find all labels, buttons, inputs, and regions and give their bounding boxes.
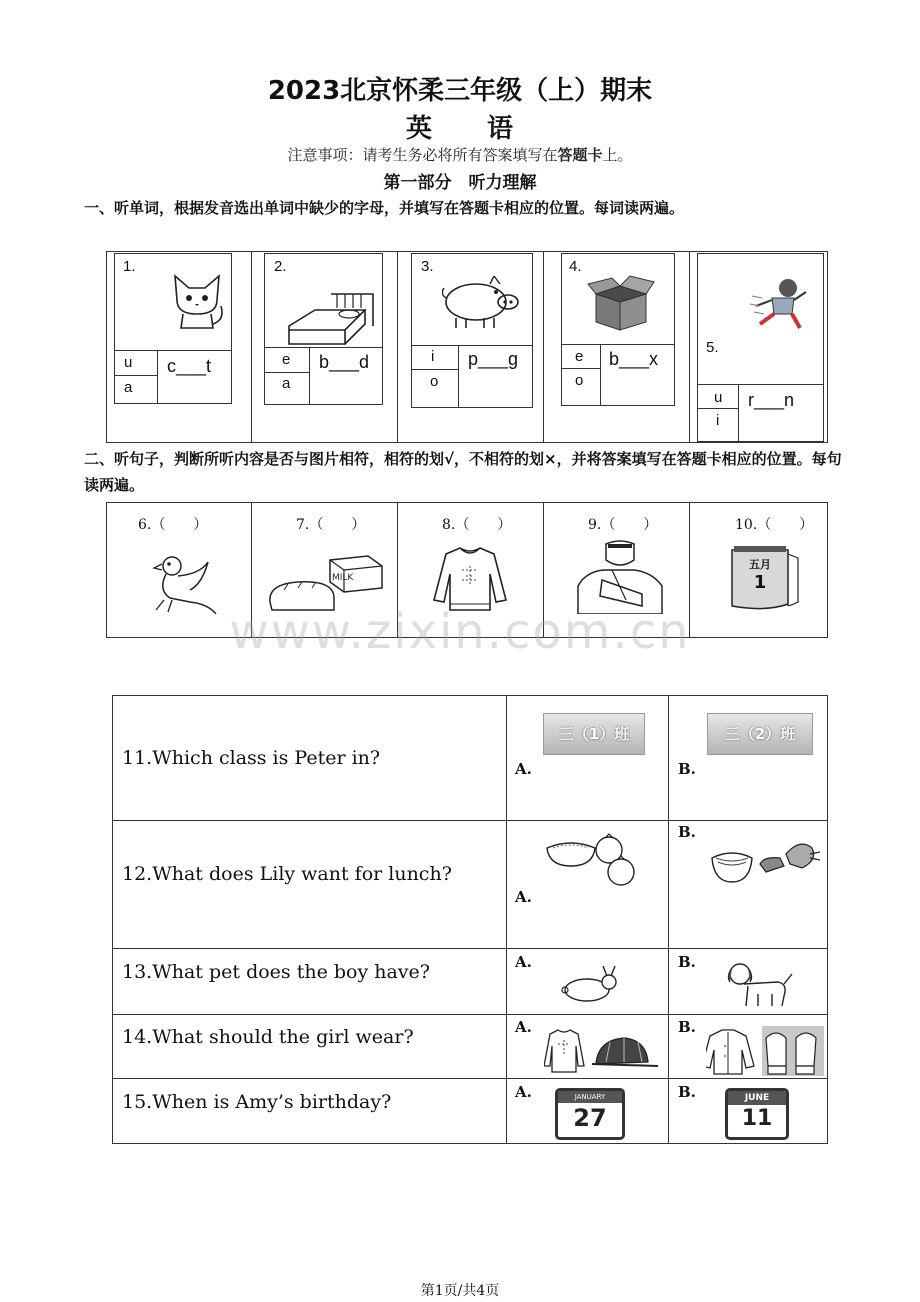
injured-man-icon: [572, 540, 668, 614]
table-row-divider: [112, 1078, 828, 1079]
blank-word: r___n: [748, 390, 795, 410]
section1-divider: [543, 251, 544, 443]
rabbit-icon: [557, 964, 623, 1004]
option-divider: [264, 372, 309, 373]
judge-item-8-label: 8.（ ）: [442, 517, 512, 533]
item-number: 5.: [706, 339, 719, 356]
notice-suffix: 上。: [602, 146, 633, 164]
judge-item-7-label: 7.（ ）: [296, 517, 366, 533]
sweater-cap-icon: [544, 1026, 660, 1074]
option-vdivider: [458, 345, 459, 408]
option-a-label: A.: [515, 888, 532, 906]
running-boy-icon: [750, 276, 810, 332]
milk-text: MILK: [332, 573, 354, 583]
item-number: 3.: [421, 258, 434, 275]
coat-mittens-icon: [706, 1026, 824, 1076]
calendar-june: [725, 1088, 789, 1140]
rice-tomato-icon: [545, 830, 641, 886]
table-row-divider: [112, 1014, 828, 1015]
judge-item-9-label: 9.（ ）: [588, 517, 658, 533]
class-sign-a: [543, 713, 645, 755]
calendar-january-month: JANUARY: [558, 1091, 622, 1103]
card-divider: [114, 350, 232, 351]
table-row-divider: [112, 948, 828, 949]
question-14: 14.What should the girl wear?: [122, 1026, 414, 1048]
dog-icon: [724, 960, 794, 1010]
blank-word: c___t: [167, 356, 212, 376]
pig-icon: [442, 276, 522, 330]
calendar-day: 1: [753, 572, 767, 593]
option-b-label: B.: [678, 1018, 696, 1036]
option-1: u: [714, 389, 723, 406]
class-sign-a-text: 三（1）班: [558, 725, 630, 743]
word-card-4: [561, 253, 675, 406]
option-1: e: [575, 348, 584, 365]
table-col-divider: [668, 695, 669, 1144]
watermark: www.zixin.com.cn: [229, 604, 691, 660]
notice-bold: 答题卡: [557, 146, 603, 164]
calendar-icon: [726, 544, 802, 612]
option-1: e: [282, 351, 291, 368]
section1-divider: [251, 251, 252, 443]
option-a-label: A.: [515, 1083, 532, 1101]
option-b-label: B.: [678, 1083, 696, 1101]
class-sign-b-text: 三（2）班: [724, 725, 796, 743]
card-divider: [264, 347, 383, 348]
question-11: 11.Which class is Peter in?: [122, 747, 381, 769]
letter-options: [114, 350, 158, 404]
calendar-january-day: 27: [573, 1104, 607, 1132]
notice: [0, 144, 920, 165]
option-2: i: [716, 412, 720, 429]
judge-item-6-label: 6.（ ）: [138, 517, 208, 533]
word-card-3: [411, 253, 533, 408]
question-13: 13.What pet does the boy have?: [122, 961, 430, 983]
item-number: 2.: [274, 258, 287, 275]
option-2: a: [282, 375, 291, 392]
option-a-label: A.: [515, 953, 532, 971]
notice-prefix: 注意事项：请考生务必将所有答案填写在: [287, 146, 558, 164]
option-divider: [561, 368, 600, 369]
bed-icon: [285, 290, 377, 346]
box-icon: [586, 274, 656, 332]
noodles-meat-icon: [710, 836, 822, 888]
option-divider: [114, 375, 158, 376]
word-card-5: [697, 253, 824, 442]
calendar-january: [555, 1088, 625, 1140]
option-divider: [411, 369, 458, 370]
word-card-2: [264, 253, 383, 405]
option-vdivider: [738, 384, 739, 442]
page-footer: 第1页/共4页: [420, 1283, 500, 1299]
calendar-june-month: JUNE: [728, 1091, 786, 1105]
blank-word: b___x: [609, 349, 659, 369]
word-card-1: [114, 253, 232, 404]
blank-word: b___d: [319, 352, 370, 372]
card-divider: [411, 345, 533, 346]
section1-instruction: 一、听单词，根据发音选出单词中缺少的字母，并填写在答题卡相应的位置。每词读两遍。: [84, 199, 685, 217]
option-divider: [697, 408, 738, 409]
class-sign-b: [707, 713, 813, 755]
question-15: 15.When is Amy’s birthday?: [122, 1091, 392, 1113]
subject-title: 英 语: [405, 114, 514, 144]
option-vdivider: [309, 347, 310, 405]
question-12: 12.What does Lily want for lunch?: [122, 863, 452, 885]
section1-divider: [397, 251, 398, 443]
part-title: 第一部分 听力理解: [383, 173, 537, 193]
option-vdivider: [600, 344, 601, 406]
item-number: 4.: [569, 258, 582, 275]
calendar-june-day: 11: [741, 1106, 773, 1131]
judge-item-10-label: 10.（ ）: [735, 517, 814, 533]
table-col-divider: [506, 695, 507, 1144]
option-1: i: [431, 348, 435, 365]
option-b-label: B.: [678, 823, 696, 841]
option-b-label: B.: [678, 953, 696, 971]
option-1: u: [124, 354, 133, 371]
option-2: a: [124, 379, 133, 396]
card-divider: [697, 384, 824, 385]
option-2: o: [430, 373, 439, 390]
section1-divider: [689, 251, 690, 443]
item-number: 1.: [123, 258, 136, 275]
card-divider: [561, 344, 675, 345]
option-a-label: A.: [515, 760, 532, 778]
option-b-label: B.: [678, 760, 696, 778]
calendar-month: 五月: [749, 558, 771, 571]
option-a-label: A.: [515, 1018, 532, 1036]
blank-word: p___g: [468, 349, 519, 369]
section2-instruction: 二、听句子，判断所听内容是否与图片相符，相符的划√，不相符的划×，并将答案填写在答题卡相应的位置。每句读两遍。: [84, 450, 842, 494]
cat-icon: [167, 270, 227, 332]
table-row-divider: [112, 820, 828, 821]
option-2: o: [575, 372, 584, 389]
exam-title: 2023北京怀柔三年级（上）期末: [267, 76, 653, 106]
